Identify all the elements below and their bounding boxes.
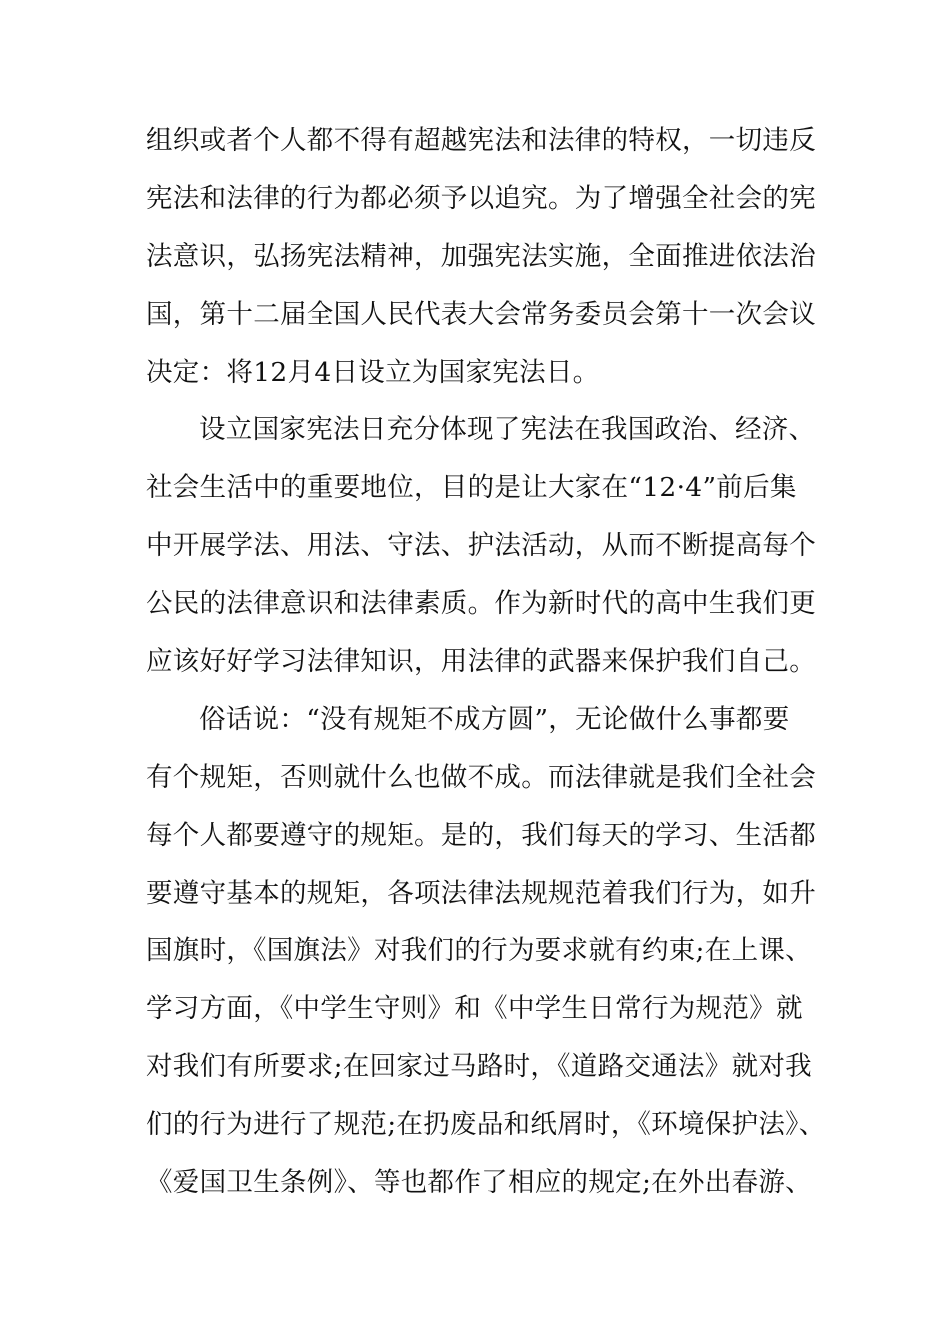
text-line: 俗话说：“没有规矩不成方圆”，无论做什么事都要 [199,703,790,735]
text-line: 社会生活中的重要地位，目的是让大家在“12·4”前后集 [146,472,797,504]
text-line: 们的行为进行了规范;在扔废品和纸屑时，《环境保护法》、 [146,1109,826,1141]
paragraph-2 [146,401,826,690]
text-line: 应该好好学习法律知识，用法律的武器来保护我们自己。 [146,646,816,678]
text-line: 要遵守基本的规矩，各项法律法规规范着我们行为，如升 [146,877,816,909]
text-line: 对我们有所要求;在回家过马路时，《道路交通法》就对我 [146,1051,812,1083]
text-line: 每个人都要遵守的规矩。是的，我们每天的学习、生活都 [146,819,816,851]
text-line: 《爱国卫生条例》、等也都作了相应的规定;在外出春游、 [146,1167,812,1199]
text-line: 中开展学法、用法、守法、护法活动，从而不断提高每个 [146,530,816,562]
text-line: 公民的法律意识和法律素质。作为新时代的高中生我们更 [146,588,816,620]
text-line: 法意识，弘扬宪法精神，加强宪法实施，全面推进依法治 [146,240,816,272]
paragraph-1 [146,112,826,401]
paragraph-3 [146,691,826,1212]
text-line: 设立国家宪法日充分体现了宪法在我国政治、经济、 [199,414,816,446]
text-line: 宪法和法律的行为都必须予以追究。为了增强全社会的宪 [146,182,816,214]
text-line: 国旗时，《国旗法》对我们的行为要求就有约束;在上课、 [146,935,812,967]
body-text [146,112,826,1212]
text-line: 学习方面，《中学生守则》和《中学生日常行为规范》就 [146,993,803,1025]
text-line: 国，第十二届全国人民代表大会常务委员会第十一次会议 [146,298,816,330]
text-line: 决定：将12月4日设立为国家宪法日。 [146,356,600,388]
text-line: 组织或者个人都不得有超越宪法和法律的特权，一切违反 [146,125,816,156]
text-line: 有个规矩，否则就什么也做不成。而法律就是我们全社会 [146,761,816,793]
